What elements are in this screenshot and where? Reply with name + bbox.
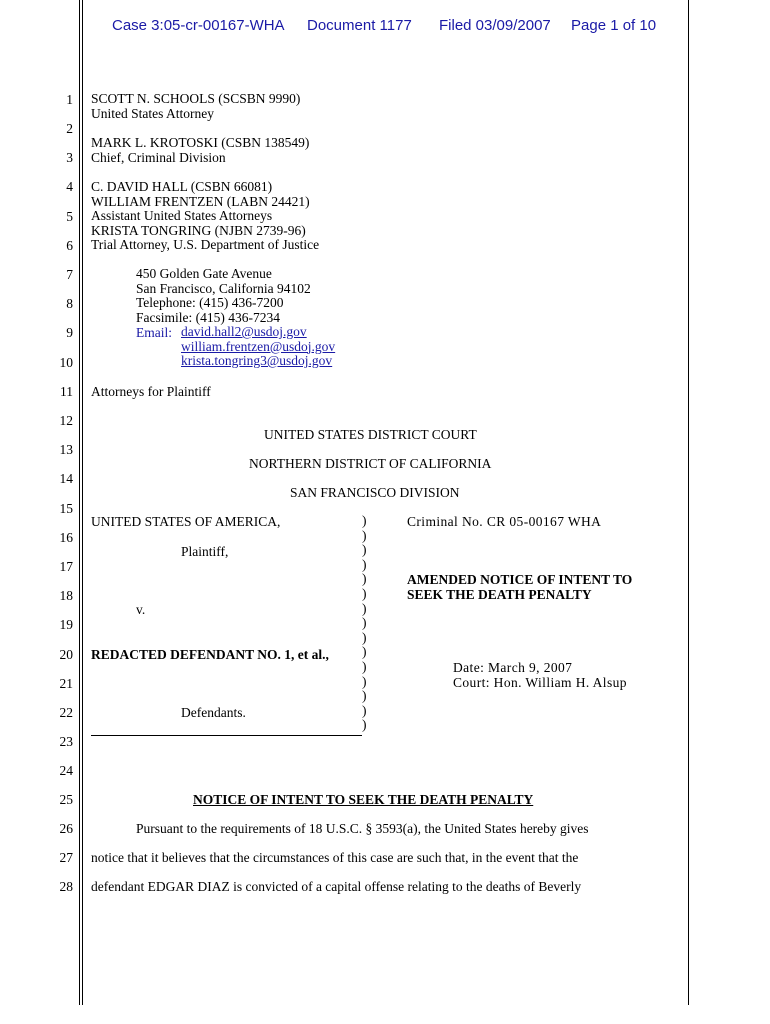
counsel-line: C. DAVID HALL (CSBN 66081) [91,179,273,194]
email-link[interactable]: william.frentzen@usdoj.gov [181,338,336,354]
line-number: 20 [59,647,73,662]
document-number-header: Document 1177 [307,17,412,34]
facsimile-line: Facsimile: (415) 436-7234 [136,309,280,325]
line-number: 28 [59,879,73,894]
counsel-block-trial-attorneys [91,180,319,253]
email-link[interactable]: david.hall2@usdoj.gov [181,324,307,339]
criminal-case-number: Criminal No. CR 05-00167 WHA [407,514,602,529]
counsel-block-us-attorney [91,92,300,121]
case-number-header: Case 3:05-cr-00167-WHA [112,17,285,34]
counsel-line: Trial Attorney, U.S. Department of Justice [91,237,320,252]
caption-bottom-rule [91,735,362,736]
address-line: 450 Golden Gate Avenue [136,266,272,281]
line-number: 10 [59,355,73,370]
line-number: 11 [60,384,73,399]
caption-paren-column [362,514,367,733]
line-number: 2 [66,121,73,136]
email-list [181,325,335,369]
line-number: 19 [59,617,73,632]
counsel-address [136,267,311,325]
line-number: 3 [66,150,73,165]
plaintiff-role: Plaintiff, [181,544,229,559]
left-margin-rule-inner [82,0,83,1005]
plaintiff-name: UNITED STATES OF AMERICA, [91,514,281,529]
line-number: 17 [59,559,73,574]
paren: ) [362,600,367,616]
body-line: notice that it believes that the circumstances of this case are such that, in the event that the [91,850,579,865]
counsel-line: MARK L. KROTOSKI (CSBN 138549) [91,135,310,150]
line-number: 4 [66,179,73,194]
address-line: San Francisco, California 94102 [136,280,311,296]
line-number: 22 [59,705,73,720]
paren: ) [362,702,367,718]
defendant-name: REDACTED DEFENDANT NO. 1, et al., [91,647,329,662]
paren: ) [362,644,367,660]
court-district: NORTHERN DISTRICT OF CALIFORNIA [249,456,492,471]
line-number: 14 [59,471,73,486]
document-title-line: AMENDED NOTICE OF INTENT TO [407,572,633,587]
line-number: 1 [66,92,73,107]
line-number: 21 [59,676,73,691]
document-title [407,573,632,602]
line-number: 13 [59,442,73,457]
attorneys-for-plaintiff: Attorneys for Plaintiff [91,384,211,399]
paren: ) [362,527,367,543]
paren: ) [362,658,367,674]
line-number: 9 [66,325,73,340]
email-label: Email: [136,325,172,340]
left-margin-rule-outer [79,0,80,1005]
line-number: 25 [59,792,73,807]
paren: ) [362,688,367,704]
telephone-line: Telephone: (415) 436-7200 [136,295,284,310]
paren: ) [362,542,367,558]
right-margin-rule [688,0,689,1005]
versus: v. [136,602,146,617]
line-number: 16 [59,530,73,545]
paren: ) [362,513,367,528]
counsel-line: United States Attorney [91,105,214,121]
page-number-header: Page 1 of 10 [571,17,657,34]
paren: ) [362,717,367,733]
body-line: defendant EDGAR DIAZ is convicted of a capital offense relating to the deaths of Beverly [91,879,582,894]
counsel-line: KRISTA TONGRING (NJBN 2739-96) [91,222,306,238]
filed-date-header: Filed 03/09/2007 [439,17,551,34]
notice-heading: NOTICE OF INTENT TO SEEK THE DEATH PENALTY [193,792,534,807]
line-number: 6 [66,238,73,253]
counsel-line: WILLIAM FRENTZEN (LABN 24421) [91,193,310,209]
counsel-line: SCOTT N. SCHOOLS (SCSBN 9990) [91,91,301,106]
counsel-line: Chief, Criminal Division [91,149,226,165]
counsel-block-criminal-chief [91,136,309,165]
paren: ) [362,673,367,689]
paren: ) [362,556,367,572]
line-number: 8 [66,296,73,311]
document-title-line: SEEK THE DEATH PENALTY [407,586,592,602]
line-number: 15 [59,501,73,516]
line-number: 24 [59,763,73,778]
court-division: SAN FRANCISCO DIVISION [290,485,460,500]
counsel-line: Assistant United States Attorneys [91,208,273,223]
line-number: 18 [59,588,73,603]
line-number: 12 [59,413,73,428]
line-number: 7 [66,267,73,282]
hearing-date: Date: March 9, 2007 [453,660,573,675]
email-link[interactable]: krista.tongring3@usdoj.gov [181,353,333,368]
hearing-court: Court: Hon. William H. Alsup [453,675,627,690]
defendant-role: Defendants. [181,705,246,720]
line-number: 23 [59,734,73,749]
court-name: UNITED STATES DISTRICT COURT [264,427,477,442]
paren: ) [362,629,367,645]
paren: ) [362,615,367,631]
paren: ) [362,585,367,601]
paren: ) [362,571,367,587]
line-number: 26 [59,821,73,836]
line-number: 5 [66,209,73,224]
body-line: Pursuant to the requirements of 18 U.S.C. § 3593(a), the United States hereby gives [136,821,589,836]
line-number: 27 [59,850,73,865]
